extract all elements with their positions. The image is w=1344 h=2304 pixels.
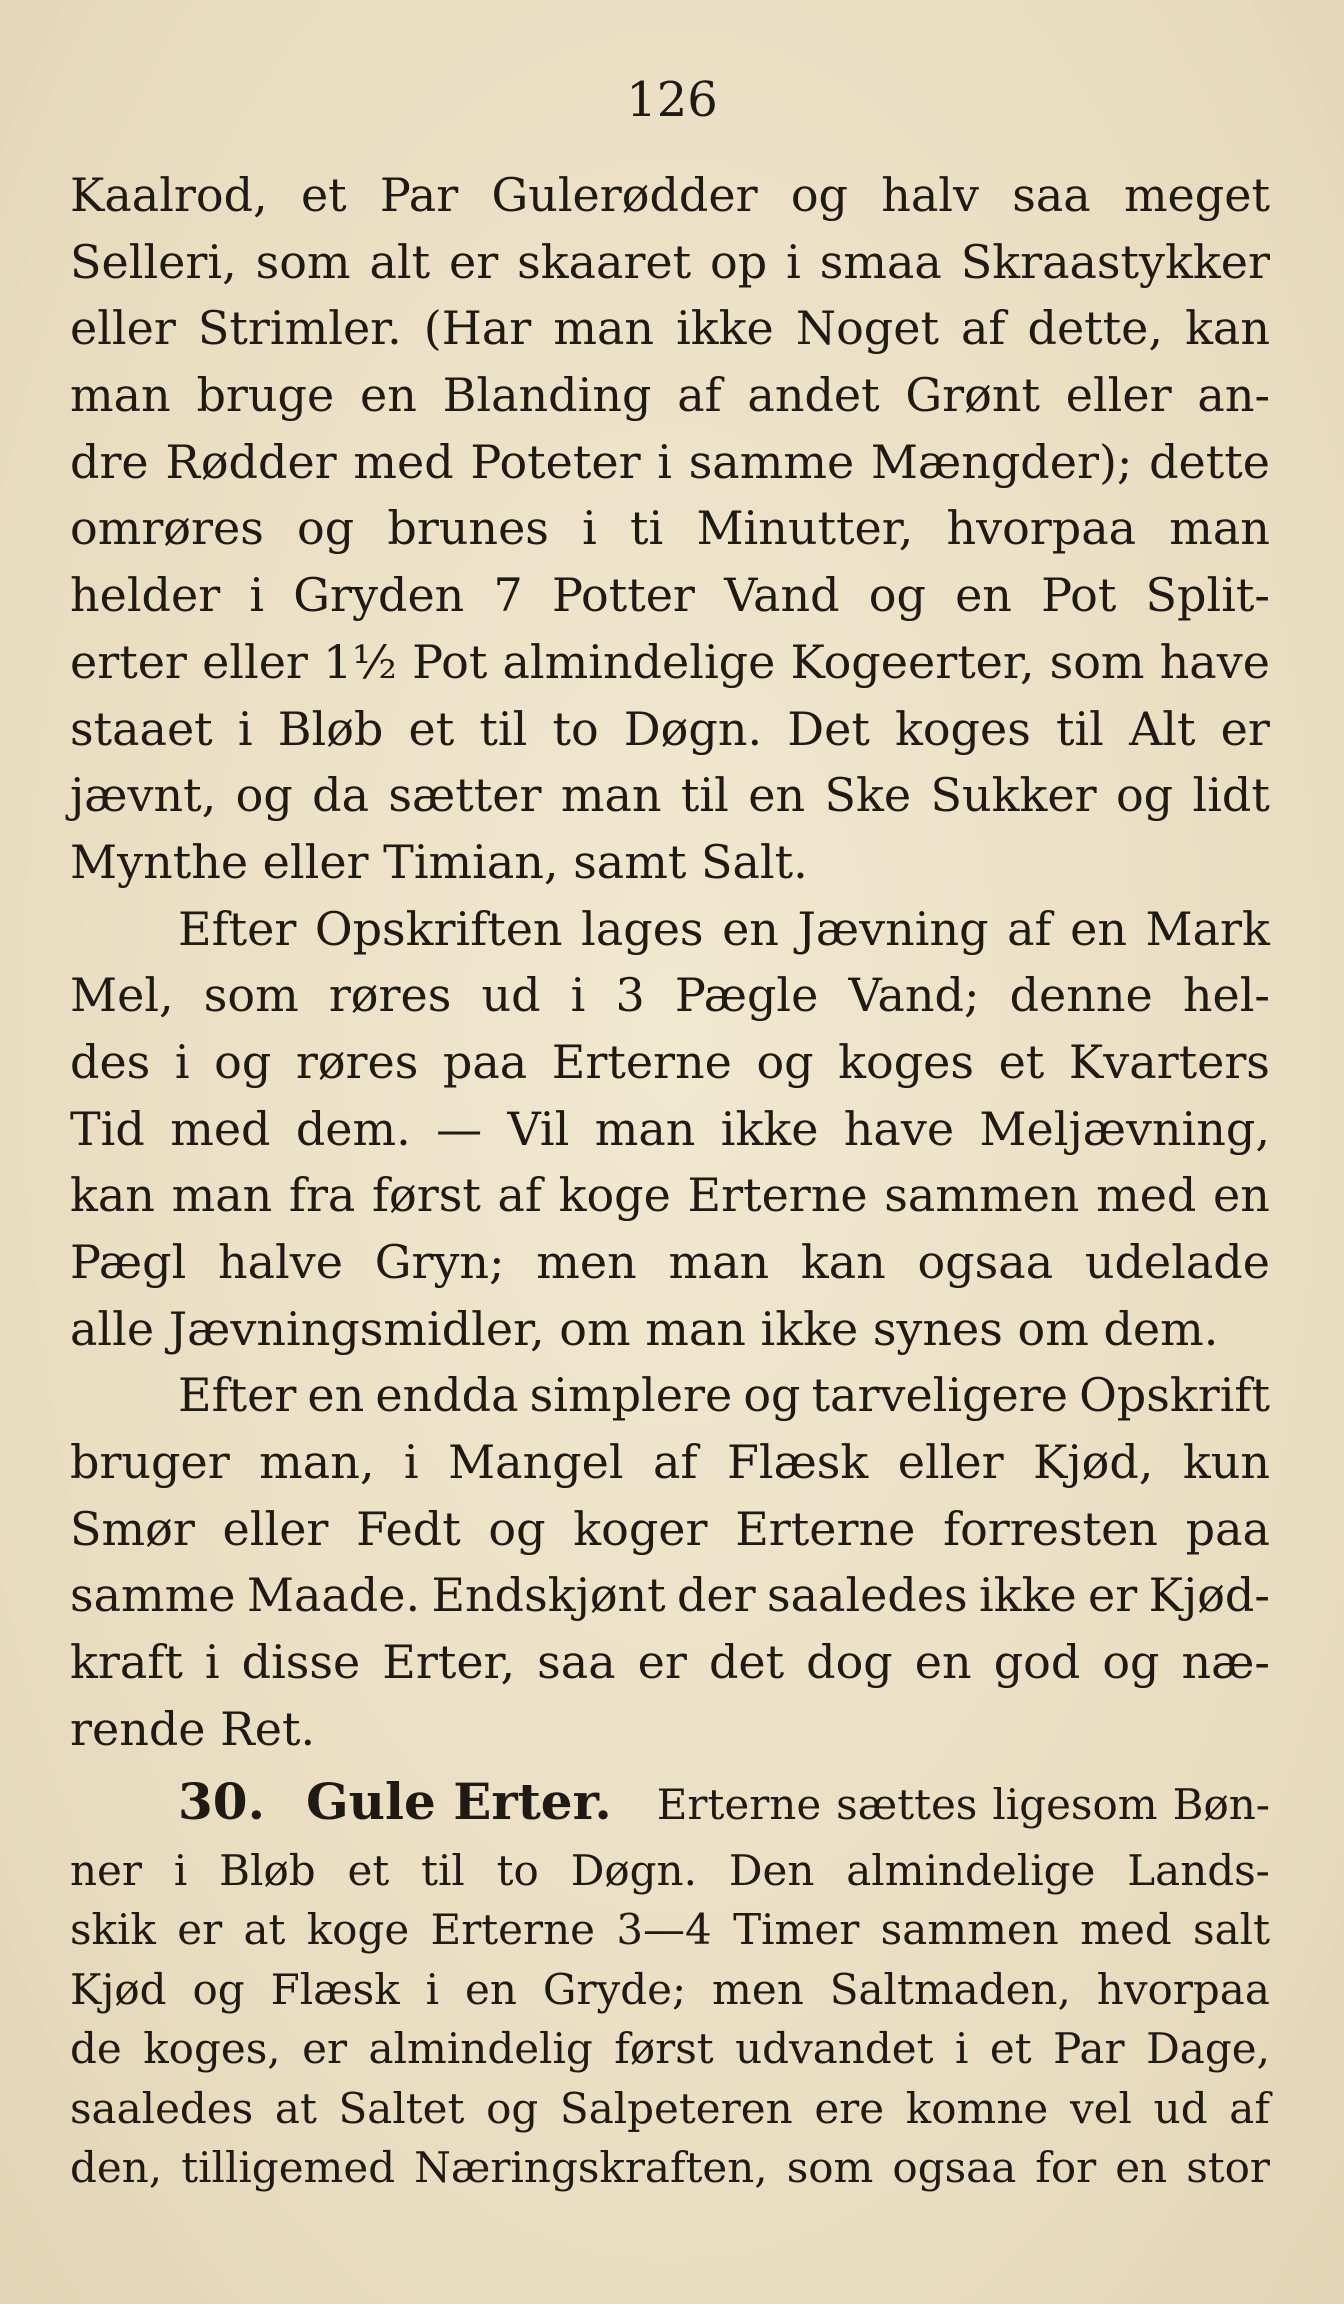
text-line: Mel, som røres ud i 3 Pægle Vand; denne hel- [70,968,1270,1023]
text-line: Tid med dem. — Vil man ikke have Meljævning, [70,1101,1270,1156]
text-line: staaet i Bløb et til to Døgn. Det koges til Alt er [70,701,1270,756]
text-line: de koges, er almindelig først udvandet i et Par Dage, [70,2024,1270,2073]
text-line: Efter en endda simplere og tarveligere Opskrift [178,1368,1270,1423]
text-line: eller Strimler. (Har man ikke Noget af dette, kan [70,301,1270,356]
recipe-section [70,1763,1270,2198]
text-line: dre Rødder med Poteter i samme Mængder); dette [70,434,1270,489]
text-line: Kaalrod, et Par Gulerødder og halv saa meget [70,168,1270,222]
paragraph [70,1362,1270,1762]
text-line: ner i Bløb et til to Døgn. Den almindelige Lands- [70,1845,1270,1895]
text-line: saaledes at Saltet og Salpeteren ere komne vel ud af [70,2083,1270,2133]
page-number: 126 [626,72,718,128]
text-line: bruger man, i Mangel af Flæsk eller Kjød, kun [70,1435,1270,1490]
recipe-title: Gule Erter. [305,1771,612,1831]
text-line: Efter Opskriften lages en Jævning af en Mark [178,901,1270,956]
text-line: Pægl halve Gryn; men man kan ogsaa udelade [70,1235,1270,1289]
text-line: kan man fra først af koge Erterne sammen med en [70,1168,1270,1223]
text-line: erter eller 1½ Pot almindelige Kogeerter, som have [70,634,1270,689]
text-line: des i og røres paa Erterne og koges et Kvarters [70,1034,1270,1089]
recipe-heading-line: 30. Gule Erter. Erterne sættes ligesom Bøn- [70,1763,1270,1841]
text-line: jævnt, og da sætter man til en Ske Sukker og lidt [70,768,1270,823]
text-line: helder i Gryden 7 Potter Vand og en Pot Split- [70,568,1270,623]
paragraph [70,162,1270,896]
text-line: Kjød og Flæsk i en Gryde; men Saltmaden, hvorpaa [70,1964,1270,2014]
text-line: alle Jævningsmidler, om man ikke synes om dem. [70,1301,1219,1356]
text-line: Smør eller Fedt og koger Erterne forresten paa [70,1501,1270,1556]
text-line: kraft i disse Erter, saa er det dog en god og næ- [70,1635,1270,1690]
text-line: omrøres og brunes i ti Minutter, hvorpaa man [70,501,1270,556]
text-line: man bruge en Blanding af andet Grønt eller an- [70,368,1270,423]
text-line: Selleri, som alt er skaaret op i smaa Skraastykker [70,234,1270,289]
text-line: skik er at koge Erterne 3—4 Timer sammen med salt [70,1905,1270,1954]
paragraph [70,896,1270,1363]
recipe-number: 30. [178,1771,265,1831]
text-line: den, tilligemed Næringskraften, som ogsaa for en stor [70,2143,1270,2192]
text-line: Mynthe eller Timian, samt Salt. [70,834,808,889]
text-line: rende Ret. [70,1701,316,1756]
body-text [70,162,1270,2198]
text-line: samme Maade. Endskjønt der saaledes ikke er Kjød- [70,1568,1270,1623]
